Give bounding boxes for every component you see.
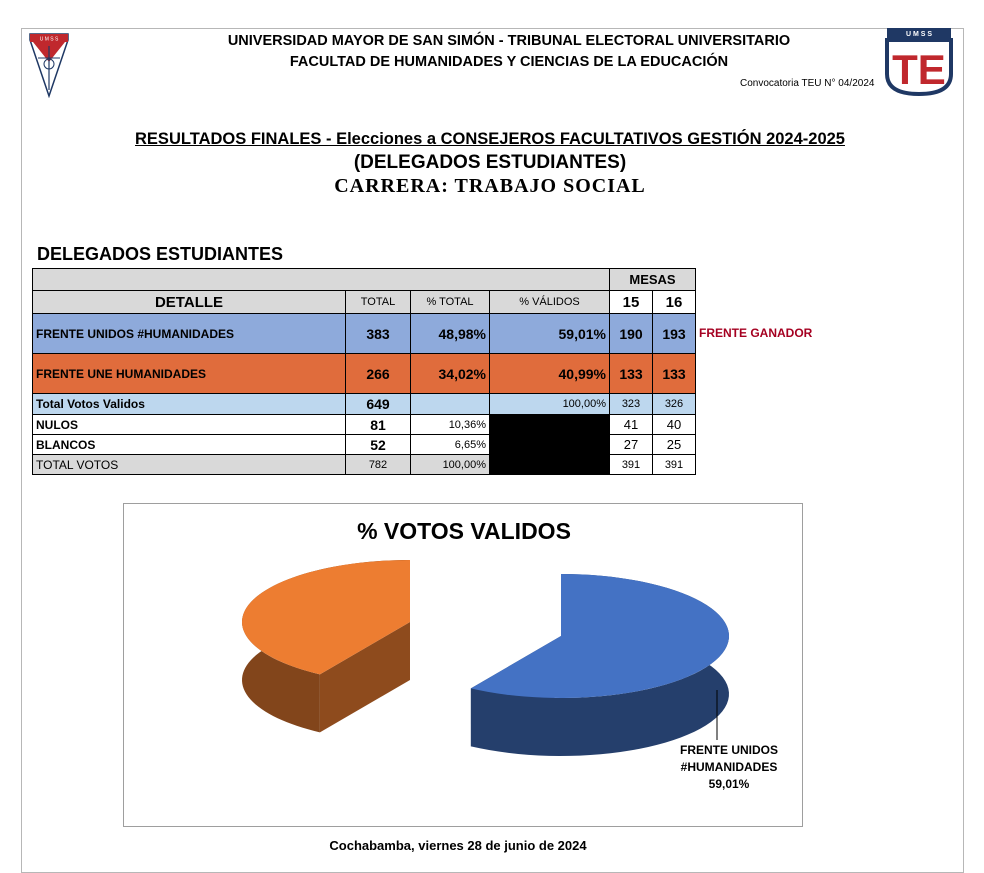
chart-title: % VOTOS VALIDOS — [357, 518, 571, 544]
row-pct-total: 10,36% — [411, 415, 490, 435]
row-total: 383 — [346, 314, 411, 354]
row-total: 649 — [346, 394, 411, 415]
results-title — [40, 130, 940, 149]
row-mesa-15: 133 — [610, 354, 653, 394]
row-name: FRENTE UNE HUMANIDADES — [33, 354, 346, 394]
row-mesa-16: 40 — [653, 415, 696, 435]
table-row-nulos — [33, 415, 696, 435]
row-total: 782 — [346, 455, 411, 475]
row-pct-validos: 40,99% — [490, 354, 610, 394]
row-mesa-16: 25 — [653, 435, 696, 455]
umss-logo-text: U M S S — [39, 36, 59, 43]
results-table — [32, 268, 696, 475]
umss-shield-logo — [28, 32, 70, 98]
row-mesa-15: 41 — [610, 415, 653, 435]
delegates-subtitle: (DELEGADOS ESTUDIANTES) — [353, 152, 627, 173]
winner-note: FRENTE GANADOR — [699, 326, 813, 340]
results-title-text: RESULTADOS FINALES - Elecciones a CONSEJEROS FACULTATIVOS GESTIÓN 2024-2025 — [135, 130, 845, 148]
row-pct-total: 48,98% — [411, 314, 490, 354]
row-mesa-15: 391 — [610, 455, 653, 475]
pie-slice-frente-une — [242, 560, 410, 732]
row-pct-validos: 100,00% — [490, 394, 610, 415]
blacked-out-cell — [490, 415, 610, 475]
table-row-frente-unidos — [33, 314, 696, 354]
row-mesa-15: 190 — [610, 314, 653, 354]
row-pct-total: 100,00% — [411, 455, 490, 475]
pie-label-line3: 59,01% — [708, 777, 750, 791]
te-tribunal-logo — [885, 28, 953, 98]
pie-label-line1: FRENTE UNIDOS — [679, 743, 778, 757]
row-mesa-16: 193 — [653, 314, 696, 354]
career-subtitle: CARRERA: TRABAJO SOCIAL — [334, 175, 646, 197]
mesa-15-header: 15 — [610, 291, 653, 314]
table-row-frente-une — [33, 354, 696, 394]
row-mesa-16: 326 — [653, 394, 696, 415]
pie-data-label — [664, 742, 794, 793]
te-logo-text: TE — [892, 46, 946, 93]
pie-label-leader-line — [712, 690, 722, 742]
column-header-row — [33, 291, 696, 314]
total-header: TOTAL — [346, 291, 411, 314]
row-name: TOTAL VOTOS — [33, 455, 346, 475]
pie-label-line2: #HUMANIDADES — [680, 760, 778, 774]
pct-validos-header: % VÁLIDOS — [490, 291, 610, 314]
convocatoria-label: Convocatoria TEU N° 04/2024 — [740, 78, 875, 89]
row-pct-total: 34,02% — [411, 354, 490, 394]
row-pct-total — [411, 394, 490, 415]
row-pct-total: 6,65% — [411, 435, 490, 455]
mesa-16-header: 16 — [653, 291, 696, 314]
row-total: 81 — [346, 415, 411, 435]
te-logo-umss-text: U M S S — [905, 31, 933, 38]
row-name: Total Votos Validos — [33, 394, 346, 415]
row-total: 52 — [346, 435, 411, 455]
mesas-header: MESAS — [610, 269, 696, 291]
row-mesa-16: 133 — [653, 354, 696, 394]
row-mesa-16: 391 — [653, 455, 696, 475]
mesas-header-row — [33, 269, 696, 291]
footer-date: Cochabamba, viernes 28 de junio de 2024 — [329, 838, 587, 853]
table-row-total-validos — [33, 394, 696, 415]
row-name: NULOS — [33, 415, 346, 435]
faculty-header: FACULTAD DE HUMANIDADES Y CIENCIAS DE LA EDUCACIÓN — [289, 54, 729, 70]
blank-header-cell — [33, 269, 610, 291]
university-header: UNIVERSIDAD MAYOR DE SAN SIMÓN - TRIBUNAL ELECTORAL UNIVERSITARIO — [227, 33, 791, 49]
row-name: FRENTE UNIDOS #HUMANIDADES — [33, 314, 346, 354]
row-mesa-15: 27 — [610, 435, 653, 455]
pie-slice-frente-unidos — [471, 574, 729, 756]
detalle-header: DETALLE — [33, 291, 346, 314]
row-total: 266 — [346, 354, 411, 394]
row-mesa-15: 323 — [610, 394, 653, 415]
row-name: BLANCOS — [33, 435, 346, 455]
section-title: DELEGADOS ESTUDIANTES — [37, 244, 284, 264]
row-pct-validos: 59,01% — [490, 314, 610, 354]
pct-total-header: % TOTAL — [411, 291, 490, 314]
